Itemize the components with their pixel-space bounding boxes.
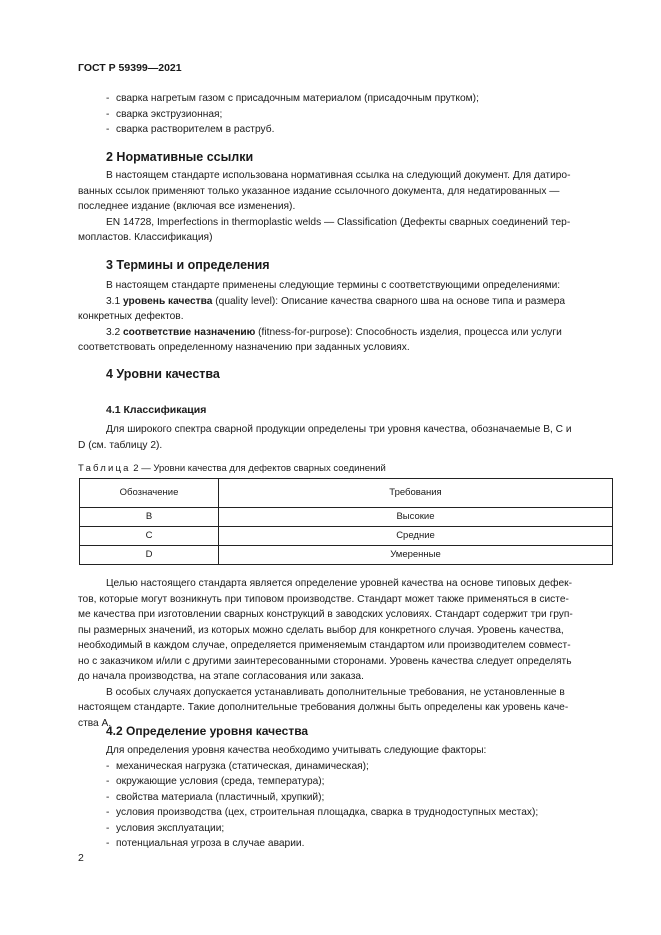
paragraph-line: В настоящем стандарте применены следующие термины с соответствующими определениями:	[106, 280, 561, 291]
list-item: - окружающие условия (среда, температура);	[78, 774, 615, 790]
section-4-title: 4 Уровни качества	[106, 367, 220, 381]
paragraph-line: последнее издание (включая все изменения).	[78, 201, 296, 212]
paragraph-line: но с заказчиком и/или с другими заинтересованными сторонами. Уровень качества следует определять	[78, 655, 572, 667]
paragraph-line: ме качества при изготовлении сварных конструкций в заводских условиях. Стандарт содержит три груп-	[78, 609, 573, 620]
page-number: 2	[78, 852, 84, 864]
section-3-body	[78, 278, 615, 356]
section-4-1-paragraphs	[78, 576, 615, 731]
table-cell: D	[80, 546, 219, 565]
term-3-1: 3.1 уровень качества (quality level): Описание качества сварного шва на основе типа и размера	[106, 295, 566, 307]
section-4-2-title: 4.2 Определение уровня качества	[106, 724, 309, 738]
paragraph-line: конкретных дефектов.	[78, 311, 184, 322]
list-item: - условия эксплуатации;	[78, 821, 615, 837]
paragraph-line: EN 14728, Imperfections in thermoplastic welds — Classification (Дефекты сварных соединений тер-	[106, 216, 571, 228]
paragraph-line: В настоящем стандарте использована нормативная ссылка на следующий документ. Для датиро-	[106, 170, 571, 181]
document-header: ГОСТ Р 59399—2021	[78, 62, 182, 74]
list-item: - сварка растворителем в раструб.	[78, 122, 615, 138]
paragraph-line: ства А.	[78, 717, 112, 729]
table-row	[80, 508, 613, 527]
list-item: - потенциальная угроза в случае аварии.	[78, 836, 615, 852]
paragraph-line: необходимый в каждом случае, определяется применяемым стандартом или производителем совмест-	[78, 640, 571, 651]
table-cell: Высокие	[219, 508, 613, 527]
table-header-cell: Требования	[219, 479, 613, 508]
list-item: - свойства материала (пластичный, хрупкий);	[78, 790, 615, 806]
paragraph-line: D (см. таблицу 2).	[78, 439, 163, 451]
table-header-cell: Обозначение	[80, 479, 219, 508]
term-3-2: 3.2 соответствие назначению (fitness-for-purpose): Способность изделия, процесса или услуги	[106, 326, 562, 338]
paragraph-line: Целью настоящего стандарта является определение уровней качества на основе типовых дефек-	[106, 578, 572, 589]
list-item: - условия производства (цех, строительная площадка, сварка в труднодоступных местах);	[78, 805, 615, 821]
list-item: - механическая нагрузка (статическая, динамическая);	[78, 759, 615, 775]
paragraph-line: Для определения уровня качества необходимо учитывать следующие факторы:	[106, 745, 487, 756]
section-3-title: 3 Термины и определения	[106, 258, 270, 272]
paragraph-line: настоящем стандарте. Такие дополнительные требования должны быть определены как уровень каче-	[78, 702, 569, 713]
table-cell: C	[80, 527, 219, 546]
section-2-body	[78, 168, 615, 246]
section-4-1-body	[78, 422, 615, 453]
section-4-2-body	[78, 743, 615, 852]
table-caption: Таблица 2 — Уровни качества для дефектов сварных соединений	[78, 463, 386, 474]
table-row	[80, 546, 613, 565]
table-row	[80, 527, 613, 546]
table-header-row	[80, 479, 613, 508]
intro-list	[78, 91, 615, 138]
table-cell: Средние	[219, 527, 613, 546]
table-cell: Умеренные	[219, 546, 613, 565]
paragraph-line: Для широкого спектра сварной продукции определены три уровня качества, обозначаемые B, C и	[106, 424, 572, 435]
list-item: - сварка экструзионная;	[78, 107, 615, 123]
paragraph-line: тов, которые могут возникнуть при типовом производстве. Стандарт может также применяться в систе-	[78, 593, 569, 605]
paragraph-line: мопластов. Классификация)	[78, 232, 213, 243]
paragraph-line: соответствовать определенному назначению при заданных условиях.	[78, 342, 410, 353]
paragraph-line: до начала производства, на этапе согласования или заказа.	[78, 671, 364, 682]
paragraph-line: В особых случаях допускается устанавливать дополнительные требования, не установленные в	[106, 686, 565, 698]
section-2-title: 2 Нормативные ссылки	[106, 150, 254, 164]
table-cell: B	[80, 508, 219, 527]
list-item: - сварка нагретым газом с присадочным материалом (присадочным прутком);	[78, 91, 615, 107]
paragraph-line: ванных ссылок применяют только указанное издание ссылочного документа, для недатированных —	[78, 185, 560, 197]
section-4-1-title: 4.1 Классификация	[106, 404, 207, 416]
paragraph-line: пы размерных значений, из которых можно сделать выбор для конкретного случая. Уровень качества,	[78, 624, 564, 636]
quality-levels-table	[79, 478, 613, 565]
